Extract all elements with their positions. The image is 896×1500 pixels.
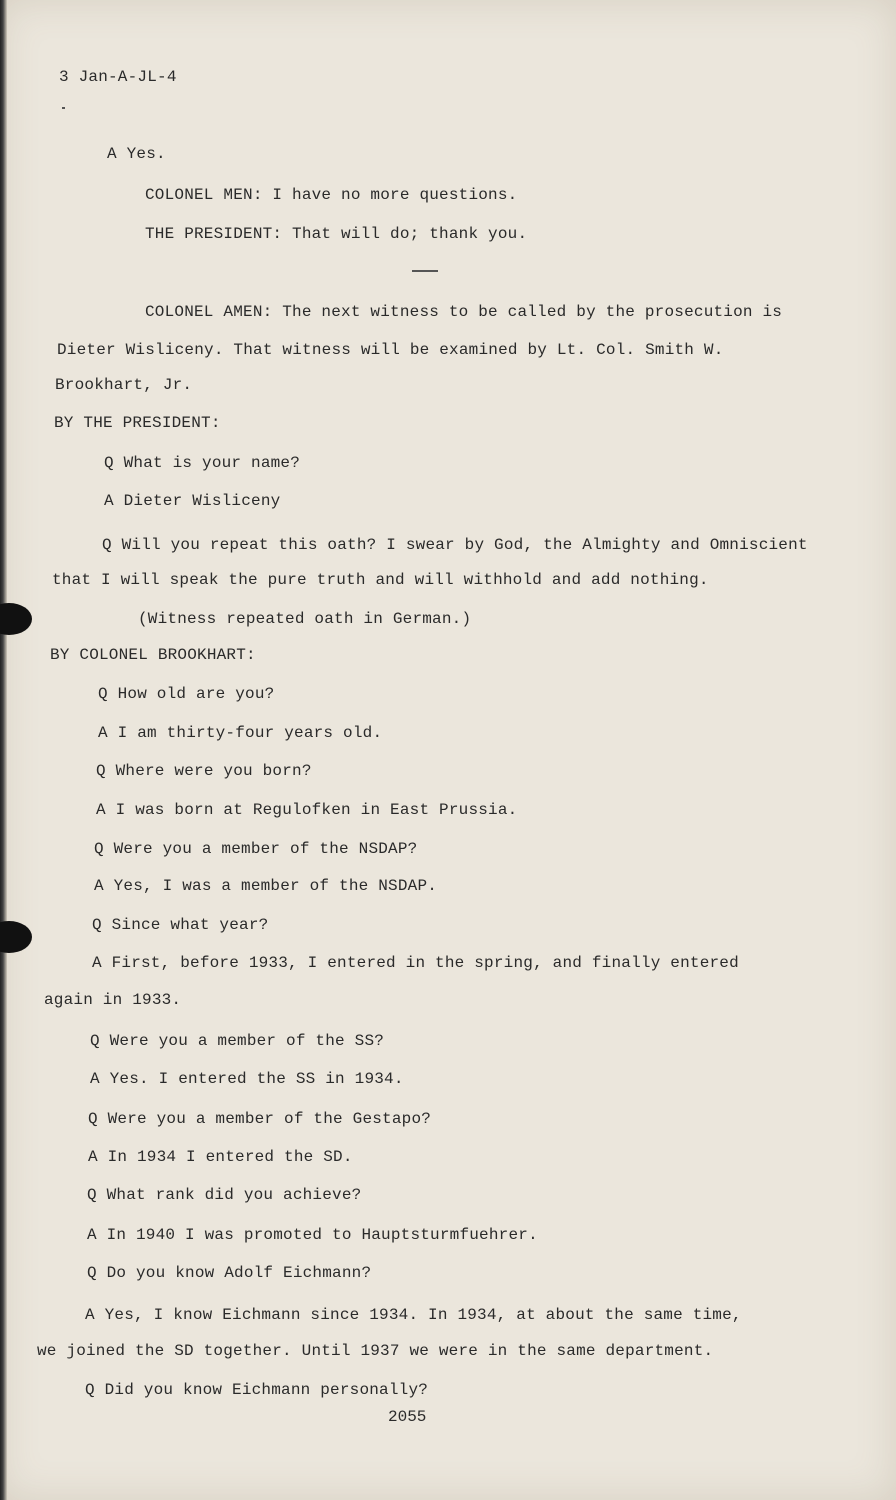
transcript-line: COLONEL MEN: I have no more questions.	[145, 186, 518, 204]
punch-hole-bottom	[0, 921, 32, 953]
transcript-line: COLONEL AMEN: The next witness to be called by the prosecution is	[145, 303, 783, 321]
transcript-line: A I am thirty-four years old.	[98, 724, 383, 742]
transcript-line: A Yes.	[107, 145, 166, 163]
transcript-line: Q Will you repeat this oath? I swear by God, the Almighty and Omniscient	[102, 536, 808, 554]
section-divider	[412, 270, 438, 272]
transcript-line: Brookhart, Jr.	[55, 376, 193, 394]
transcript-line: (Witness repeated oath in German.)	[138, 610, 472, 628]
page-number: 2055	[388, 1408, 427, 1426]
transcript-line: Q Since what year?	[92, 916, 269, 934]
transcript-line: Dieter Wisliceny. That witness will be examined by Lt. Col. Smith W.	[57, 341, 724, 359]
transcript-line: A First, before 1933, I entered in the spring, and finally entered	[92, 954, 739, 972]
page-edge-binding	[0, 0, 7, 1500]
transcript-line: Q Were you a member of the NSDAP?	[94, 840, 418, 858]
stray-mark	[62, 107, 65, 109]
transcript-line: A Dieter Wisliceny	[104, 492, 281, 510]
section-heading: BY COLONEL BROOKHART:	[50, 646, 256, 664]
transcript-line: Q Do you know Adolf Eichmann?	[87, 1264, 372, 1282]
transcript-line: we joined the SD together. Until 1937 we were in the same department.	[37, 1342, 714, 1360]
section-heading: BY THE PRESIDENT:	[54, 414, 221, 432]
page-reference: 3 Jan-A-JL-4	[59, 68, 177, 86]
transcript-line: Q How old are you?	[98, 685, 275, 703]
transcript-line: A I was born at Regulofken in East Prussia.	[96, 801, 518, 819]
transcript-line: A In 1934 I entered the SD.	[88, 1148, 353, 1166]
transcript-line: Q Did you know Eichmann personally?	[85, 1381, 429, 1399]
punch-hole-top	[0, 603, 32, 635]
transcript-line: A In 1940 I was promoted to Hauptsturmfuehrer.	[87, 1226, 538, 1244]
transcript-line: Q Were you a member of the Gestapo?	[88, 1110, 432, 1128]
transcript-line: A Yes. I entered the SS in 1934.	[90, 1070, 404, 1088]
transcript-line: Q What rank did you achieve?	[87, 1186, 362, 1204]
transcript-line: again in 1933.	[44, 991, 182, 1009]
transcript-line: A Yes, I was a member of the NSDAP.	[94, 877, 438, 895]
transcript-line: Q Were you a member of the SS?	[90, 1032, 385, 1050]
transcript-line: A Yes, I know Eichmann since 1934. In 1934, at about the same time,	[85, 1306, 742, 1324]
transcript-line: that I will speak the pure truth and will withhold and add nothing.	[52, 571, 709, 589]
transcript-line: THE PRESIDENT: That will do; thank you.	[145, 225, 528, 243]
transcript-line: Q Where were you born?	[96, 762, 312, 780]
transcript-line: Q What is your name?	[104, 454, 301, 472]
